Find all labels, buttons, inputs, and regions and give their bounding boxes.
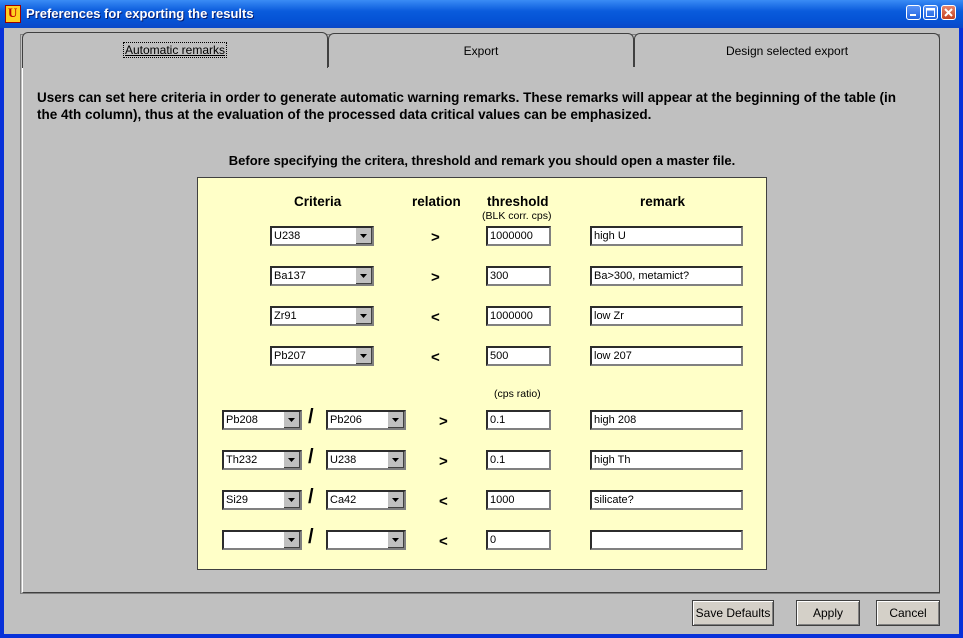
tab-automatic-remarks[interactable]: Automatic remarks: [22, 32, 328, 68]
dropdown-arrow-icon[interactable]: [355, 268, 372, 284]
minimize-icon: [909, 8, 918, 17]
relation-label: <: [431, 349, 440, 366]
criteria-header: Criteria: [294, 194, 342, 209]
tab-design-selected-export[interactable]: Design selected export: [634, 33, 940, 67]
dropdown-arrow-icon[interactable]: [283, 532, 300, 548]
relation-label: >: [439, 413, 448, 430]
minimize-button[interactable]: [906, 5, 921, 20]
remark-input[interactable]: high Th: [590, 450, 743, 470]
denominator-select[interactable]: Ca42: [326, 490, 406, 510]
intro-text: Users can set here criteria in order to generate automatic warning remarks. These remarks will appear at the beginning of the table (in the 4th column), thus at the evaluation of the processed data critical values can be emphasized.: [37, 90, 897, 122]
dropdown-arrow-icon[interactable]: [387, 532, 404, 548]
threshold-header: threshold: [487, 194, 549, 209]
title-bar[interactable]: [0, 0, 963, 28]
denominator-select[interactable]: U238: [326, 450, 406, 470]
threshold-input[interactable]: 500: [486, 346, 551, 366]
dialog-body: [4, 28, 959, 634]
threshold-input[interactable]: 0: [486, 530, 551, 550]
dropdown-arrow-icon[interactable]: [283, 412, 300, 428]
remark-input[interactable]: low Zr: [590, 306, 743, 326]
relation-label: <: [439, 533, 448, 550]
app-icon: U: [5, 5, 21, 23]
numerator-select[interactable]: Pb208: [222, 410, 302, 430]
remark-header: remark: [640, 194, 686, 209]
numerator-select[interactable]: Th232: [222, 450, 302, 470]
threshold-input[interactable]: 1000000: [486, 226, 551, 246]
denominator-select[interactable]: [326, 530, 406, 550]
relation-label: <: [439, 493, 448, 510]
threshold-input[interactable]: 300: [486, 266, 551, 286]
maximize-icon: [926, 8, 935, 17]
cancel-button[interactable]: Cancel: [876, 600, 940, 626]
relation-header: relation: [412, 194, 461, 209]
threshold-input[interactable]: 0.1: [486, 410, 551, 430]
relation-label: >: [431, 269, 440, 286]
threshold-input[interactable]: 0.1: [486, 450, 551, 470]
relation-label: <: [431, 309, 440, 326]
denominator-select[interactable]: Pb206: [326, 410, 406, 430]
close-button[interactable]: [941, 5, 956, 20]
dropdown-arrow-icon[interactable]: [355, 228, 372, 244]
apply-button[interactable]: Apply: [796, 600, 860, 626]
numerator-select[interactable]: Si29: [222, 490, 302, 510]
relation-label: >: [439, 453, 448, 470]
ratio-slash: /: [308, 406, 314, 428]
threshold-input[interactable]: 1000: [486, 490, 551, 510]
threshold-input[interactable]: 1000000: [486, 306, 551, 326]
remark-input[interactable]: [590, 530, 743, 550]
dropdown-arrow-icon[interactable]: [387, 412, 404, 428]
criteria-select[interactable]: Pb207: [270, 346, 374, 366]
criteria-select[interactable]: Ba137: [270, 266, 374, 286]
dropdown-arrow-icon[interactable]: [387, 452, 404, 468]
close-icon: [944, 8, 953, 17]
dropdown-arrow-icon[interactable]: [283, 492, 300, 508]
numerator-select[interactable]: [222, 530, 302, 550]
criteria-select[interactable]: Zr91: [270, 306, 374, 326]
remark-input[interactable]: silicate?: [590, 490, 743, 510]
remark-input[interactable]: high U: [590, 226, 743, 246]
dropdown-arrow-icon[interactable]: [283, 452, 300, 468]
relation-label: >: [431, 229, 440, 246]
dropdown-arrow-icon[interactable]: [355, 348, 372, 364]
dropdown-arrow-icon[interactable]: [387, 492, 404, 508]
ratio-slash: /: [308, 446, 314, 468]
save-defaults-button[interactable]: Save Defaults: [692, 600, 774, 626]
ratio-subheader: (cps ratio): [494, 388, 541, 400]
remark-input[interactable]: high 208: [590, 410, 743, 430]
criteria-table: [197, 177, 767, 570]
master-file-note: Before specifying the critera, threshold and remark you should open a master file.: [228, 153, 736, 168]
criteria-select[interactable]: U238: [270, 226, 374, 246]
ratio-slash: /: [308, 526, 314, 548]
dropdown-arrow-icon[interactable]: [355, 308, 372, 324]
ratio-slash: /: [308, 486, 314, 508]
remark-input[interactable]: low 207: [590, 346, 743, 366]
threshold-subheader: (BLK corr. cps): [482, 210, 552, 222]
window-title: Preferences for exporting the results: [26, 6, 254, 21]
maximize-button[interactable]: [923, 5, 938, 20]
automatic-remarks-panel: [22, 67, 940, 593]
tab-export[interactable]: Export: [328, 33, 634, 67]
remark-input[interactable]: Ba>300, metamict?: [590, 266, 743, 286]
